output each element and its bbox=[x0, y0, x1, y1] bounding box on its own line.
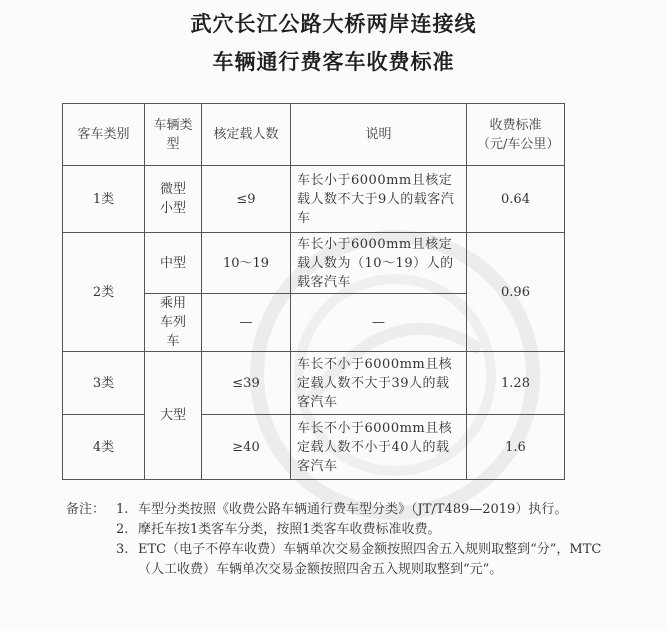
rate-cell: 0.64 bbox=[467, 166, 565, 233]
seats-cell: 10～19 bbox=[202, 233, 291, 294]
vehicle-type-cell: 大型 bbox=[145, 352, 202, 480]
category-cell: 3类 bbox=[63, 352, 145, 415]
table-row bbox=[63, 352, 565, 415]
page-subtitle: 车辆通行费客车收费标准 bbox=[212, 49, 455, 74]
description-cell: 车长小于6000mm且核定载人数不大于9人的载客汽车 bbox=[291, 166, 467, 233]
note-number: 2. bbox=[116, 522, 129, 537]
header-seats: 核定载人数 bbox=[202, 104, 291, 166]
seats-cell: ≥40 bbox=[202, 415, 291, 480]
note-item bbox=[66, 500, 626, 520]
note-text: ETC（电子不停车收费）车辆单次交易金额按照四舍五入规则取整到“分”，MTC（人工收费）车辆单次交易金额按照四舍五入规则取整到“元”。 bbox=[138, 542, 602, 577]
rate-cell: 1.28 bbox=[467, 352, 565, 415]
fee-table bbox=[62, 103, 565, 480]
rate-cell: 0.96 bbox=[467, 233, 565, 352]
rate-cell: 1.6 bbox=[467, 415, 565, 480]
note-text: 摩托车按1类客车分类，按照1类客车收费标准收费。 bbox=[138, 522, 441, 537]
note-number: 1. bbox=[116, 502, 129, 517]
description-cell: 车长不小于6000mm且核定载人数不大于39人的载客汽车 bbox=[291, 352, 467, 415]
seats-cell: — bbox=[202, 294, 291, 352]
category-cell: 2类 bbox=[63, 233, 145, 352]
note-item bbox=[66, 540, 626, 580]
note-item bbox=[66, 520, 626, 540]
category-cell: 4类 bbox=[63, 415, 145, 480]
notes-label: 备注： bbox=[66, 502, 106, 517]
description-cell: 车长不小于6000mm且核定载人数不小于40人的载客汽车 bbox=[291, 415, 467, 480]
vehicle-type-cell: 中型 bbox=[145, 233, 202, 294]
note-number: 3. bbox=[116, 542, 129, 557]
note-text: 车型分类按照《收费公路车辆通行费车型分类》（JT/T489—2019）执行。 bbox=[138, 502, 568, 517]
table-row bbox=[63, 233, 565, 294]
category-cell: 1类 bbox=[63, 166, 145, 233]
header-category: 客车类别 bbox=[63, 104, 145, 166]
seats-cell: ≤9 bbox=[202, 166, 291, 233]
table-header-row bbox=[63, 104, 565, 166]
description-cell: — bbox=[291, 294, 467, 352]
notes-section bbox=[66, 500, 626, 580]
description-cell: 车长小于6000mm且核定载人数为（10～19）人的载客汽车 bbox=[291, 233, 467, 294]
vehicle-type-cell: 微型小型 bbox=[145, 166, 202, 233]
seats-cell: ≤39 bbox=[202, 352, 291, 415]
vehicle-type-cell: 乘用车列车 bbox=[145, 294, 202, 352]
header-vehicle-type: 车辆类型 bbox=[145, 104, 202, 166]
page-title: 武穴长江公路大桥两岸连接线 bbox=[190, 11, 477, 36]
table-row bbox=[63, 415, 565, 480]
header-rate: 收费标准（元/车公里） bbox=[467, 104, 565, 166]
header-description: 说明 bbox=[291, 104, 467, 166]
table-row bbox=[63, 166, 565, 233]
